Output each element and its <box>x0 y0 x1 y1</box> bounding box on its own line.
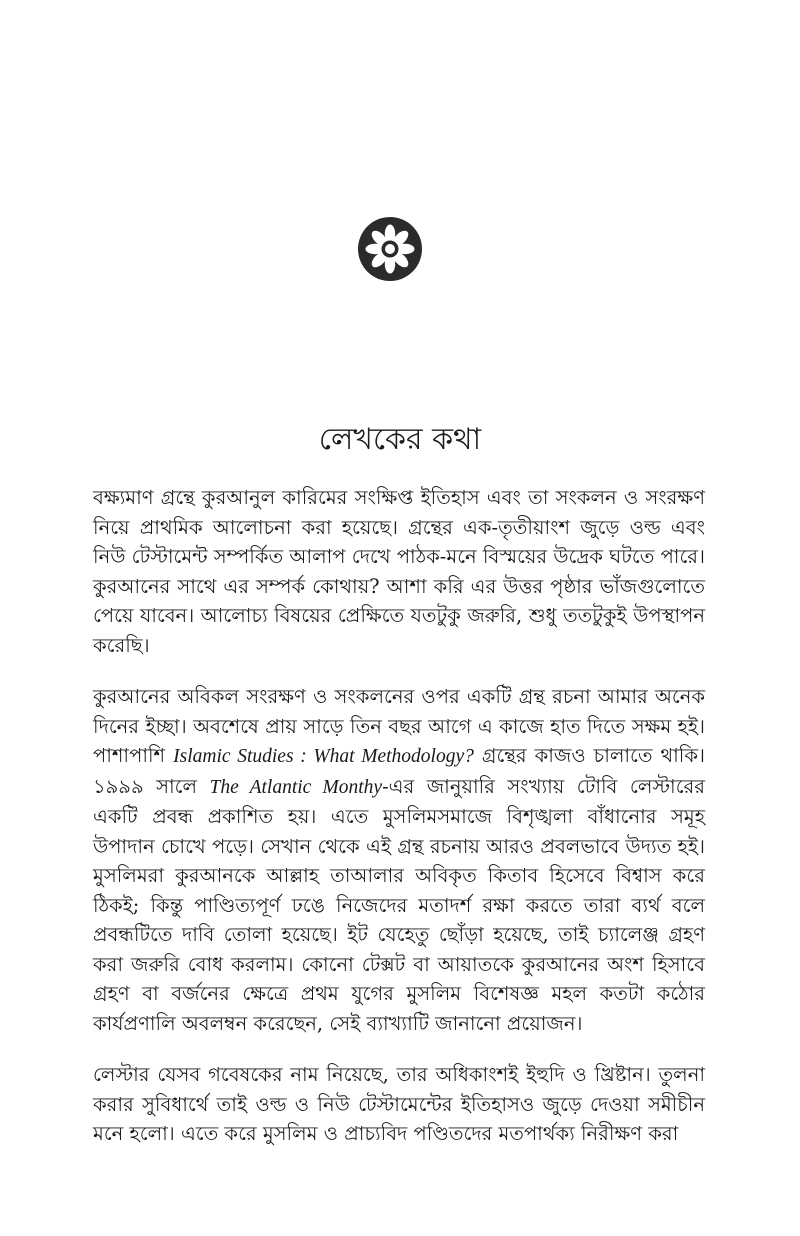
paragraph-text: -এর জানুয়ারি সংখ্যায় টোবি লেস্টারের একটি প্রবন্ধ প্রকাশিত হয়। এতে মুসলিমসমাজে বিশৃঙ্খলা বাঁধানোর সমূহ উপাদান চোখে পড়ে। সেখান থেকে এই গ্রন্থ রচনায় আরও প্রবলভাবে উদ্যত হই। মুসলিমরা কুরআনকে আল্লাহ তাআলার অবিকৃত কিতাব হিসেবে বিশ্বাস করে ঠিকই; কিন্তু পাণ্ডিত্যপূর্ণ ঢঙে নিজেদের মতাদর্শ রক্ষা করতে তারা ব্যর্থ বলে প্রবন্ধটিতে দাবি তোলা হয়েছে। ইট যেহেতু ছোঁড়া হয়েছে, তাই চ্যালেঞ্জ গ্রহণ করা জরুরি বোধ করলাম। কোনো টেক্সট বা আয়াতকে কুরআনের অংশ হিসাবে গ্রহণ বা বর্জনের ক্ষেত্রে প্রথম যুগের মুসলিম বিশেষজ্ঞ মহল কতটা কঠোর কার্যপ্রণালি অবলম্বন করেছেন, সেই ব্যাখ্যাটি জানানো প্রয়োজন। <box>93 774 705 1035</box>
paragraph-text: বক্ষ্যমাণ গ্রন্থে কুরআনুল কারিমের সংক্ষিপ্ত ইতিহাস এবং তা সংকলন ও সংরক্ষণ নিয়ে প্রাথমিক আলোচনা করা হয়েছে। গ্রন্থের এক-তৃতীয়াংশ জুড়ে ওল্ড এবং নিউ টেস্টামেন্ট সম্পর্কিত আলাপ দেখে পাঠক-মনে বিস্ময়ের উদ্রেক ঘটতে পারে। কুরআনের সাথে এর সম্পর্ক কোথায়? আশা করি এর উত্তর পৃষ্ঠার ভাঁজগুলোতে পেয়ে যাবেন। আলোচ্য বিষয়ের প্রেক্ষিতে যতটুকু জরুরি, শুধু ততটুকুই উপস্থাপন করেছি। <box>93 486 705 657</box>
body-text <box>93 483 705 1171</box>
paragraph <box>93 1060 705 1149</box>
paragraph-text: গ্রন্থের কাজও চালাতে থাকি। ১৯৯৯ সালে <box>93 744 705 798</box>
flower-ornament-icon <box>356 215 424 283</box>
italic-title-text: Islamic Studies : What Methodology? <box>173 746 474 767</box>
paragraph <box>93 483 705 660</box>
italic-title-text: The Atlantic Monthy <box>209 776 383 798</box>
page-title: লেখকের কথা <box>318 422 482 457</box>
paragraph <box>93 682 705 1038</box>
paragraph-text: লেস্টার যেসব গবেষকের নাম নিয়েছে, তার অধিকাংশই ইহুদি ও খ্রিষ্টান। তুলনা করার সুবিধার্থে তাই ওল্ড ও নিউ টেস্টামেন্টের ইতিহাসও জুড়ে দেওয়া সমীচীন মনে হলো। এতে করে মুসলিম ও প্রাচ্যবিদ পণ্ডিতদের মতপার্থক্য নিরীক্ষণ করা <box>93 1063 705 1145</box>
paragraph-text: কুরআনের অবিকল সংরক্ষণ ও সংকলনের ওপর একটি গ্রন্থ রচনা আমার অনেক দিনের ইচ্ছা। অবশেষে প্রায় সাড়ে তিন বছর আগে এ কাজে হাত দিতে সক্ষম হই। পাশাপাশি <box>93 685 705 767</box>
